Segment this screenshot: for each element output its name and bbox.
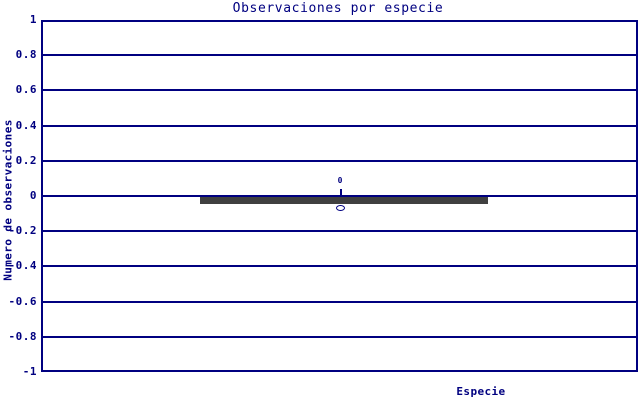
gridline [43,195,636,197]
chart-title: Observaciones por especie [232,1,444,16]
y-tick-label: 0.6 [15,83,37,97]
y-tick-label: -0.2 [8,224,37,238]
y-tick-label: 0.8 [15,48,37,62]
value-label: 0 [337,176,343,185]
gridline [43,301,636,303]
gridline [43,89,636,91]
y-tick-label: 0 [29,189,37,202]
gridline [43,265,636,267]
gridline [43,230,636,232]
y-tick-label: -0.6 [8,294,37,308]
gridline [43,160,636,162]
y-tick-label: 0.2 [15,153,37,167]
gridline [43,125,636,127]
gridline [43,336,636,338]
gridline [43,54,636,56]
y-tick-label: 0.4 [15,118,37,132]
boxplot-box [200,197,488,204]
x-axis-label: Especie [456,385,506,398]
y-tick-label: -0.8 [8,329,37,343]
y-tick-label: -1 [22,365,37,378]
outlier-marker [336,205,345,211]
y-axis-label: Numero de observaciones [1,119,15,281]
y-tick-label: 1 [29,13,37,26]
y-tick-label: -0.4 [8,259,37,273]
